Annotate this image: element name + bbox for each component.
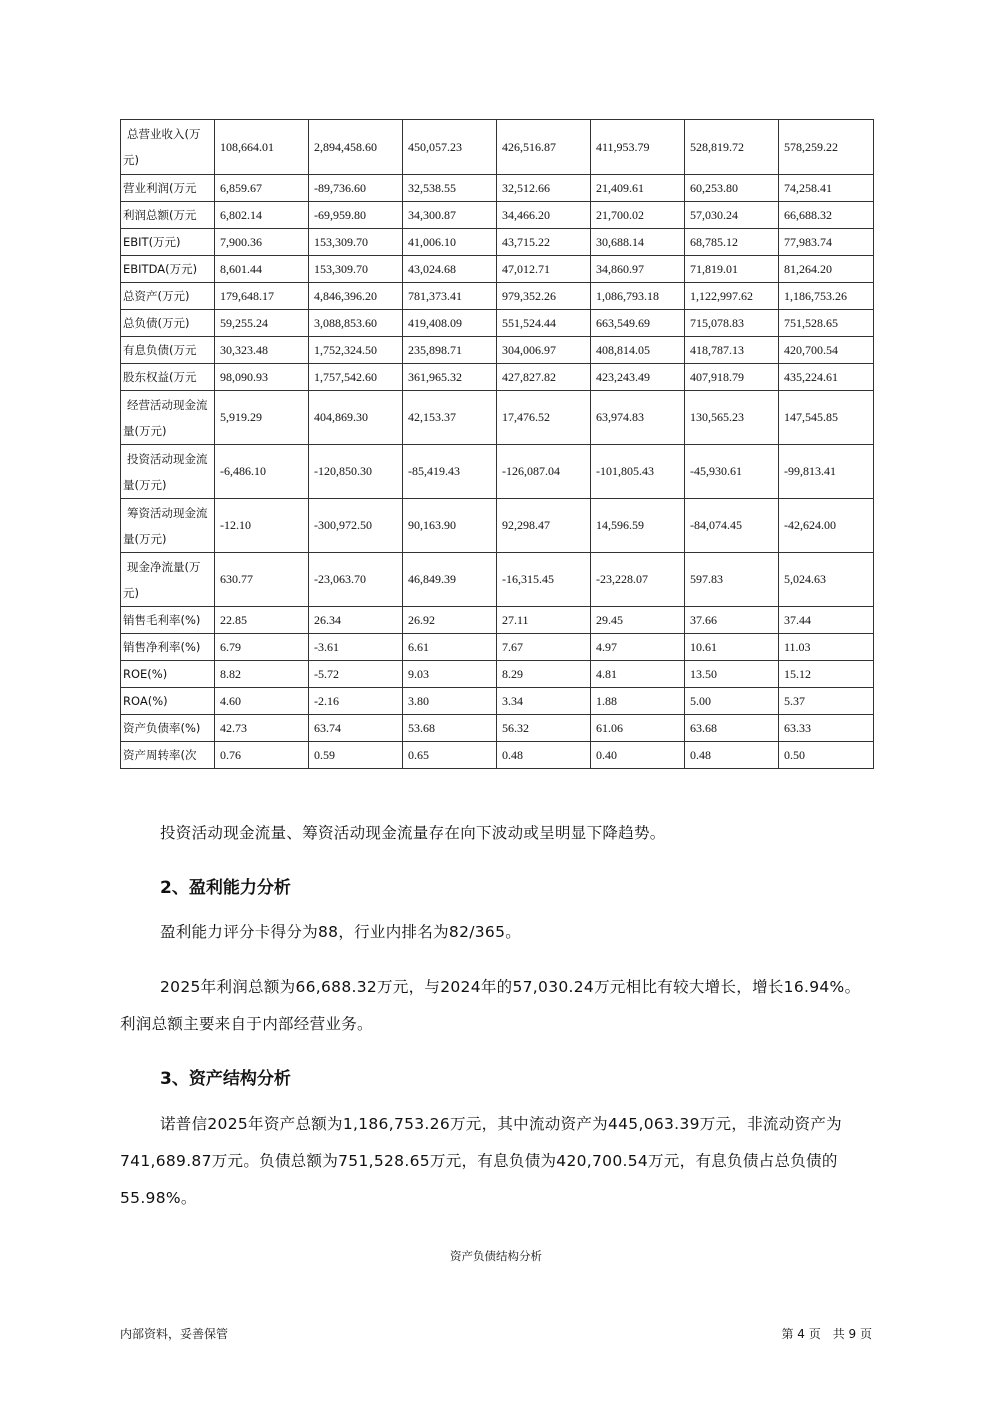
- table-cell: 6.79: [215, 634, 309, 661]
- row-label: 经营活动现金流量(万元): [121, 391, 215, 445]
- table-cell: 90,163.90: [403, 499, 497, 553]
- cashflow-trend-paragraph: 投资活动现金流量、筹资活动现金流量存在向下波动或呈明显下降趋势。: [160, 824, 666, 842]
- table-cell: 63.68: [685, 715, 779, 742]
- table-cell: -120,850.30: [309, 445, 403, 499]
- table-cell: 13.50: [685, 661, 779, 688]
- row-label: 有息负债(万元: [121, 337, 215, 364]
- table-cell: -45,930.61: [685, 445, 779, 499]
- row-label: 总负债(万元): [121, 310, 215, 337]
- table-cell: 21,700.02: [591, 202, 685, 229]
- table-cell: -23,063.70: [309, 553, 403, 607]
- table-cell: 6.61: [403, 634, 497, 661]
- table-cell: 0.48: [497, 742, 591, 769]
- table-cell: 1,757,542.60: [309, 364, 403, 391]
- table-cell: 435,224.61: [779, 364, 874, 391]
- row-label: 投资活动现金流量(万元): [121, 445, 215, 499]
- table-row: [121, 175, 874, 202]
- row-label: ROE(%): [121, 661, 215, 688]
- table-cell: 34,466.20: [497, 202, 591, 229]
- table-cell: 68,785.12: [685, 229, 779, 256]
- table-cell: -300,972.50: [309, 499, 403, 553]
- table-row: [121, 607, 874, 634]
- table-cell: 450,057.23: [403, 120, 497, 175]
- table-cell: 1,086,793.18: [591, 283, 685, 310]
- table-row: [121, 310, 874, 337]
- table-cell: 41,006.10: [403, 229, 497, 256]
- table-cell: 781,373.41: [403, 283, 497, 310]
- table-cell: 420,700.54: [779, 337, 874, 364]
- table-cell: 427,827.82: [497, 364, 591, 391]
- table-row: [121, 715, 874, 742]
- table-cell: 42.73: [215, 715, 309, 742]
- table-cell: 8,601.44: [215, 256, 309, 283]
- table-cell: 46,849.39: [403, 553, 497, 607]
- table-row: [121, 391, 874, 445]
- table-cell: 53.68: [403, 715, 497, 742]
- table-cell: -101,805.43: [591, 445, 685, 499]
- table-cell: 43,024.68: [403, 256, 497, 283]
- table-cell: 751,528.65: [779, 310, 874, 337]
- table-row: [121, 364, 874, 391]
- section-heading-asset-structure: 3、资产结构分析: [160, 1069, 291, 1089]
- table-row: [121, 120, 874, 175]
- chart-caption: 资产负债结构分析: [450, 1249, 542, 1263]
- table-cell: 26.92: [403, 607, 497, 634]
- table-cell: 34,860.97: [591, 256, 685, 283]
- table-cell: 8.29: [497, 661, 591, 688]
- table-cell: 407,918.79: [685, 364, 779, 391]
- asset-structure-paragraph: 诺普信2025年资产总额为1,186,753.26万元，其中流动资产为445,063.39万元，非流动资产为741,689.87万元。负债总额为751,528.65万元，有息负债为420,700.54万元，有息负债占总负债的55.98%。: [120, 1115, 842, 1207]
- table-cell: 37.44: [779, 607, 874, 634]
- table-row: [121, 445, 874, 499]
- table-cell: 2,894,458.60: [309, 120, 403, 175]
- table-cell: 34,300.87: [403, 202, 497, 229]
- table-cell: 979,352.26: [497, 283, 591, 310]
- footer-confidential-note: 内部资料，妥善保管: [120, 1327, 229, 1341]
- table-cell: 92,298.47: [497, 499, 591, 553]
- table-cell: 37.66: [685, 607, 779, 634]
- table-cell: 4.60: [215, 688, 309, 715]
- table-cell: 6,802.14: [215, 202, 309, 229]
- table-cell: -12.10: [215, 499, 309, 553]
- table-cell: 419,408.09: [403, 310, 497, 337]
- table-cell: 30,688.14: [591, 229, 685, 256]
- table-cell: -16,315.45: [497, 553, 591, 607]
- table-cell: 63,974.83: [591, 391, 685, 445]
- table-cell: -99,813.41: [779, 445, 874, 499]
- table-cell: 130,565.23: [685, 391, 779, 445]
- table-cell: -23,228.07: [591, 553, 685, 607]
- table-cell: 1,752,324.50: [309, 337, 403, 364]
- table-cell: -42,624.00: [779, 499, 874, 553]
- table-row: [121, 337, 874, 364]
- table-cell: 17,476.52: [497, 391, 591, 445]
- section-heading-profitability: 2、盈利能力分析: [160, 878, 291, 898]
- row-label: 股东权益(万元: [121, 364, 215, 391]
- table-cell: 7.67: [497, 634, 591, 661]
- table-row: [121, 229, 874, 256]
- table-cell: 108,664.01: [215, 120, 309, 175]
- table-cell: 98,090.93: [215, 364, 309, 391]
- table-cell: 21,409.61: [591, 175, 685, 202]
- profitability-score-paragraph: 盈利能力评分卡得分为88，行业内排名为82/365。: [160, 923, 522, 941]
- table-cell: 0.76: [215, 742, 309, 769]
- table-cell: 5,024.63: [779, 553, 874, 607]
- table-row: [121, 742, 874, 769]
- table-cell: 8.82: [215, 661, 309, 688]
- table-cell: 597.83: [685, 553, 779, 607]
- table-cell: 715,078.83: [685, 310, 779, 337]
- table-row: [121, 256, 874, 283]
- table-cell: 30,323.48: [215, 337, 309, 364]
- table-cell: 42,153.37: [403, 391, 497, 445]
- table-cell: 235,898.71: [403, 337, 497, 364]
- table-row: [121, 634, 874, 661]
- table-cell: 0.50: [779, 742, 874, 769]
- table-cell: 426,516.87: [497, 120, 591, 175]
- table-cell: 77,983.74: [779, 229, 874, 256]
- table-cell: 1.88: [591, 688, 685, 715]
- table-cell: 411,953.79: [591, 120, 685, 175]
- footer-page-number: 第 4 页 共 9 页: [781, 1327, 872, 1341]
- table-cell: -85,419.43: [403, 445, 497, 499]
- table-cell: 29.45: [591, 607, 685, 634]
- row-label: EBITDA(万元): [121, 256, 215, 283]
- table-row: [121, 661, 874, 688]
- table-cell: 5.37: [779, 688, 874, 715]
- table-cell: 5.00: [685, 688, 779, 715]
- table-cell: 9.03: [403, 661, 497, 688]
- table-cell: 528,819.72: [685, 120, 779, 175]
- table-cell: 153,309.70: [309, 229, 403, 256]
- table-cell: -2.16: [309, 688, 403, 715]
- table-cell: -126,087.04: [497, 445, 591, 499]
- table-cell: 61.06: [591, 715, 685, 742]
- row-label: 利润总额(万元: [121, 202, 215, 229]
- table-cell: 0.48: [685, 742, 779, 769]
- row-label: 筹资活动现金流量(万元): [121, 499, 215, 553]
- table-cell: 59,255.24: [215, 310, 309, 337]
- table-cell: 81,264.20: [779, 256, 874, 283]
- table-cell: 1,122,997.62: [685, 283, 779, 310]
- table-cell: 63.74: [309, 715, 403, 742]
- row-label: 营业利润(万元: [121, 175, 215, 202]
- table-cell: 27.11: [497, 607, 591, 634]
- table-cell: 404,869.30: [309, 391, 403, 445]
- table-cell: 63.33: [779, 715, 874, 742]
- table-cell: 26.34: [309, 607, 403, 634]
- table-cell: 7,900.36: [215, 229, 309, 256]
- table-cell: -3.61: [309, 634, 403, 661]
- table-cell: 551,524.44: [497, 310, 591, 337]
- table-cell: 3,088,853.60: [309, 310, 403, 337]
- table-row: [121, 283, 874, 310]
- table-cell: 3.34: [497, 688, 591, 715]
- table-cell: 0.65: [403, 742, 497, 769]
- table-cell: 14,596.59: [591, 499, 685, 553]
- table-cell: 11.03: [779, 634, 874, 661]
- table-cell: -84,074.45: [685, 499, 779, 553]
- table-cell: 3.80: [403, 688, 497, 715]
- table-cell: -6,486.10: [215, 445, 309, 499]
- table-cell: 0.40: [591, 742, 685, 769]
- table-cell: 43,715.22: [497, 229, 591, 256]
- table-cell: 57,030.24: [685, 202, 779, 229]
- table-cell: 423,243.49: [591, 364, 685, 391]
- table-cell: -89,736.60: [309, 175, 403, 202]
- table-cell: 578,259.22: [779, 120, 874, 175]
- table-cell: 10.61: [685, 634, 779, 661]
- table-row: [121, 688, 874, 715]
- row-label: ROA(%): [121, 688, 215, 715]
- table-cell: 32,512.66: [497, 175, 591, 202]
- table-row: [121, 553, 874, 607]
- table-cell: 153,309.70: [309, 256, 403, 283]
- table-cell: 0.59: [309, 742, 403, 769]
- table-cell: 663,549.69: [591, 310, 685, 337]
- financial-data-table: [120, 119, 874, 769]
- table-cell: 15.12: [779, 661, 874, 688]
- table-cell: 60,253.80: [685, 175, 779, 202]
- table-cell: 74,258.41: [779, 175, 874, 202]
- table-cell: 66,688.32: [779, 202, 874, 229]
- table-cell: 179,648.17: [215, 283, 309, 310]
- table-cell: 47,012.71: [497, 256, 591, 283]
- table-cell: 4.81: [591, 661, 685, 688]
- row-label: 资产负债率(%): [121, 715, 215, 742]
- table-cell: 71,819.01: [685, 256, 779, 283]
- table-row: [121, 202, 874, 229]
- profit-growth-paragraph: 2025年利润总额为66,688.32万元，与2024年的57,030.24万元相比有较大增长，增长16.94%。利润总额主要来自于内部经营业务。: [120, 978, 861, 1033]
- table-cell: 6,859.67: [215, 175, 309, 202]
- row-label: 总营业收入(万元): [121, 120, 215, 175]
- row-label: 销售毛利率(%): [121, 607, 215, 634]
- table-cell: 4.97: [591, 634, 685, 661]
- table-cell: 22.85: [215, 607, 309, 634]
- table-cell: 361,965.32: [403, 364, 497, 391]
- table-cell: 630.77: [215, 553, 309, 607]
- table-cell: 408,814.05: [591, 337, 685, 364]
- row-label: 现金净流量(万元): [121, 553, 215, 607]
- table-cell: 56.32: [497, 715, 591, 742]
- table-cell: 147,545.85: [779, 391, 874, 445]
- table-cell: -5.72: [309, 661, 403, 688]
- table-cell: -69,959.80: [309, 202, 403, 229]
- table-cell: 1,186,753.26: [779, 283, 874, 310]
- table-cell: 32,538.55: [403, 175, 497, 202]
- table-cell: 304,006.97: [497, 337, 591, 364]
- table-row: [121, 499, 874, 553]
- row-label: EBIT(万元): [121, 229, 215, 256]
- row-label: 总资产(万元): [121, 283, 215, 310]
- table-cell: 418,787.13: [685, 337, 779, 364]
- row-label: 销售净利率(%): [121, 634, 215, 661]
- table-cell: 5,919.29: [215, 391, 309, 445]
- financial-table: [120, 119, 874, 769]
- row-label: 资产周转率(次: [121, 742, 215, 769]
- table-cell: 4,846,396.20: [309, 283, 403, 310]
